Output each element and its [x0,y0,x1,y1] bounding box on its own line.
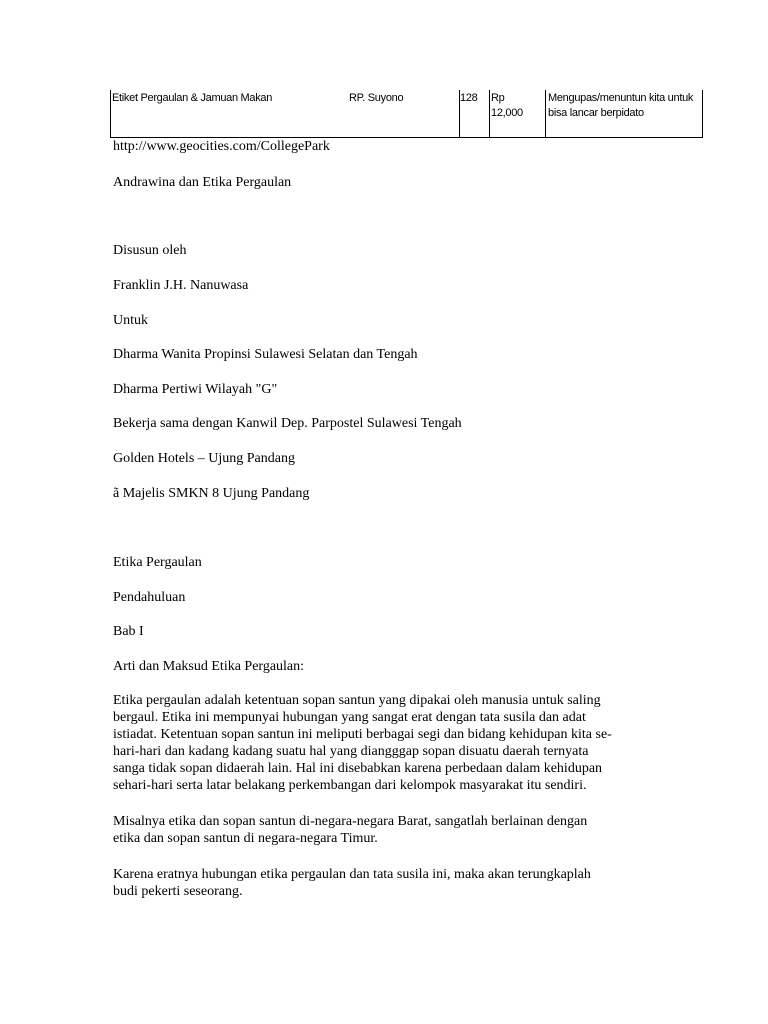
table-border [545,90,546,137]
book-description-cell: Mengupas/menuntun kita untuk bisa lancar berpidato [548,92,694,119]
table-border [110,90,111,137]
organization-line: Dharma Pertiwi Wilayah "G" [113,382,278,397]
source-url: http://www.geocities.com/CollegePark [113,139,330,154]
compiled-by-label: Disusun oleh [113,243,187,258]
body-paragraph: Misalnya etika dan sopan santun di-negara-negara Barat, sangatlah berlainan dengan etika dan sopan santun di negara-negara Timur. [113,814,588,846]
table-border [489,90,490,137]
organization-line: Golden Hotels – Ujung Pandang [113,451,295,466]
table-border [702,90,703,137]
body-paragraph: Karena eratnya hubungan etika pergaulan dan tata susila ini, maka akan terungkaplah budi pekerti seseorang. [113,867,591,899]
book-pages-cell: 128 [460,92,478,104]
introduction-heading: Pendahuluan [113,590,186,605]
organization-line: ã Majelis SMKN 8 Ujung Pandang [113,486,310,501]
organization-line: Bekerja sama dengan Kanwil Dep. Parpostel Sulawesi Tengah [113,416,462,431]
book-title-cell: Etiket Pergaulan & Jamuan Makan [112,92,273,104]
book-price-cell: Rp 12,000 [491,92,523,119]
chapter-heading: Bab I [113,624,144,639]
book-table-row [110,90,703,138]
for-label: Untuk [113,313,148,328]
body-paragraph: Etika pergaulan adalah ketentuan sopan santun yang dipakai oleh manusia untuk saling bergaul. Etika ini mempunyai hubungan yang sangat erat dengan tata susila dan adat istiadat. Ketentuan sopan santun ini meliputi berbagai segi dan bidang kehidupan kita se- hari-hari dan kadang kadang suatu hal yang diangggap sopan disuatu daerah ternyata sanga tidak sopan didaerah lain. Hal ini disebabkan karena perbedaan dalam kehidupan sehari-hari serta latar belakang perkembangan dari kelompok masyarakat itu sendiri. [113,693,612,793]
organization-line: Dharma Wanita Propinsi Sulawesi Selatan dan Tengah [113,347,418,362]
book-author-cell: RP. Suyono [349,92,404,104]
document-title: Andrawina dan Etika Pergaulan [113,175,292,190]
section-title: Etika Pergaulan [113,555,202,570]
author-name: Franklin J.H. Nanuwasa [113,278,249,293]
subsection-heading: Arti dan Maksud Etika Pergaulan: [113,659,305,674]
